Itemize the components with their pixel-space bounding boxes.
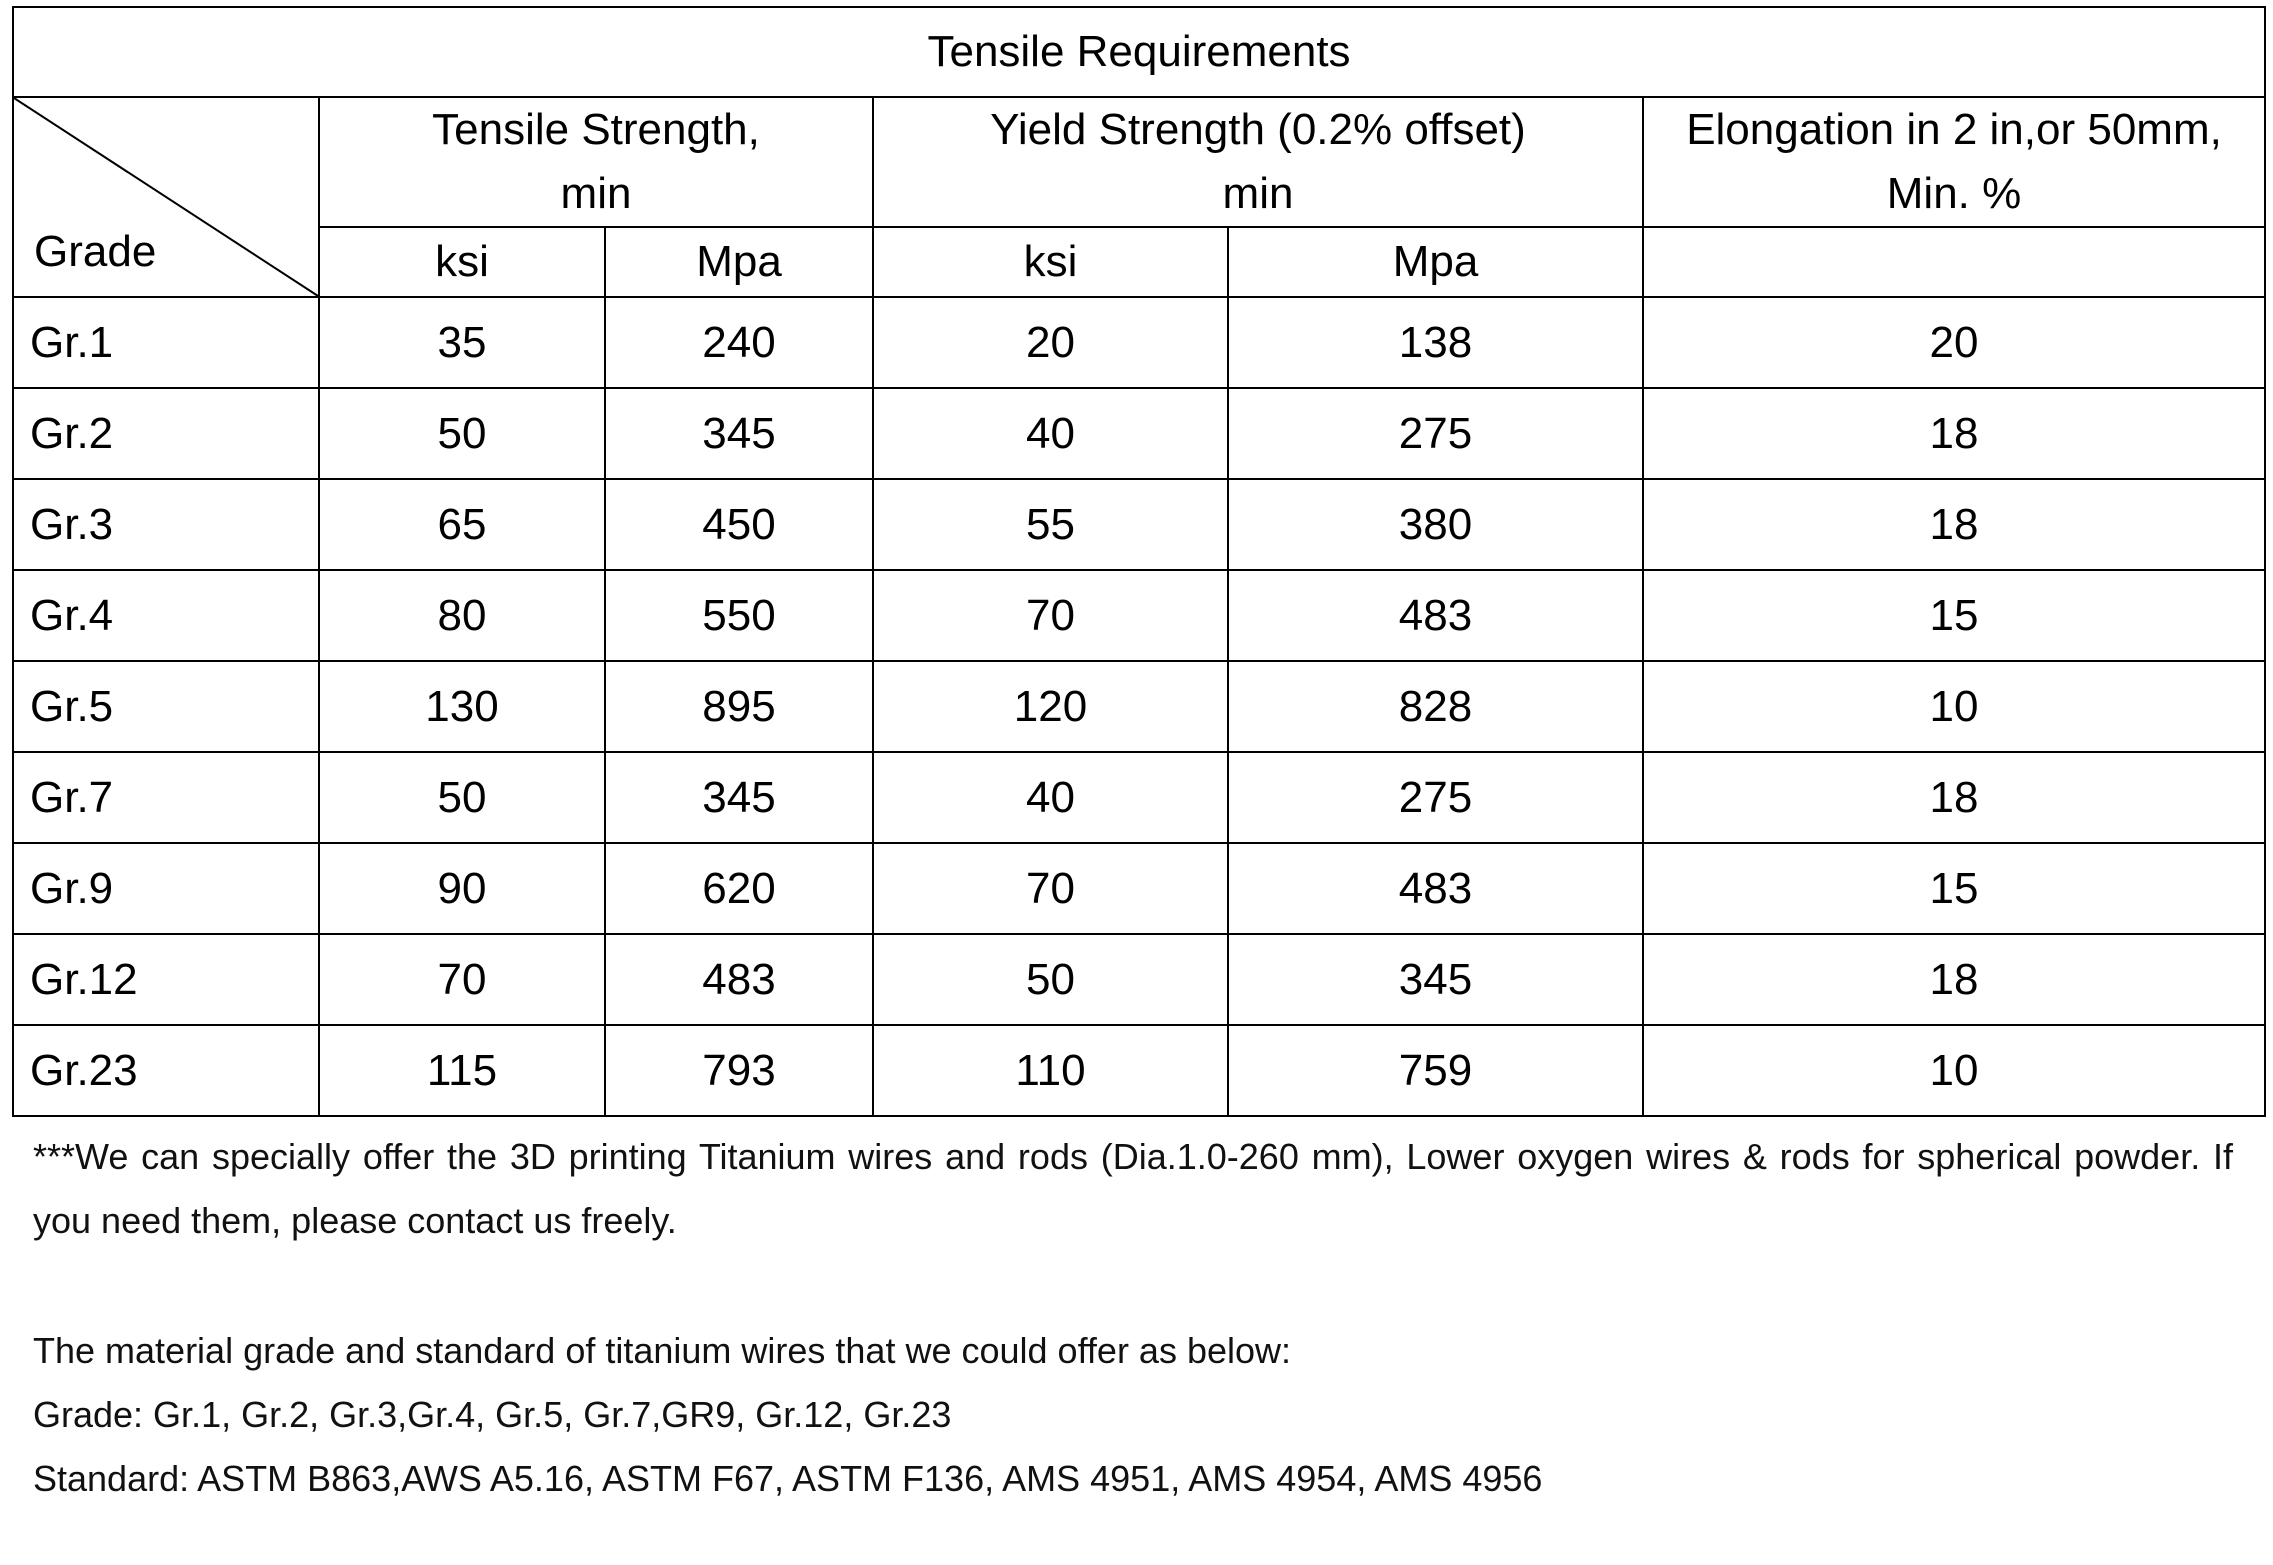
tensile-mpa-unit-header: Mpa	[605, 227, 873, 297]
grade-list-text: Grade: Gr.1, Gr.2, Gr.3,Gr.4, Gr.5, Gr.7,GR9, Gr.12, Gr.23	[33, 1394, 952, 1435]
tensile-mpa-cell: 483	[605, 934, 873, 1025]
yield-strength-header-line1: Yield Strength (0.2% offset)	[990, 105, 1526, 154]
table-row	[13, 752, 2265, 843]
tensile-mpa-cell: 345	[605, 388, 873, 479]
tensile-ksi-cell: 65	[319, 479, 605, 570]
yield-ksi-cell: 40	[873, 752, 1228, 843]
tensile-strength-header	[319, 97, 873, 227]
tensile-requirements-table	[12, 6, 2266, 1117]
elongation-cell: 10	[1643, 661, 2265, 752]
tensile-mpa-cell: 620	[605, 843, 873, 934]
tensile-strength-header-line1: Tensile Strength,	[432, 105, 760, 154]
elongation-cell: 20	[1643, 297, 2265, 388]
tensile-strength-header-line2: min	[560, 169, 632, 218]
grade-cell: Gr.5	[13, 661, 319, 752]
grade-cell: Gr.9	[13, 843, 319, 934]
table-row	[13, 1025, 2265, 1116]
yield-mpa-cell: 345	[1228, 934, 1643, 1025]
standard-list-text: Standard: ASTM B863,AWS A5.16, ASTM F67, ASTM F136, AMS 4951, AMS 4954, AMS 4956	[33, 1458, 1543, 1499]
grade-cell: Gr.1	[13, 297, 319, 388]
elongation-cell: 18	[1643, 752, 2265, 843]
elongation-header	[1643, 97, 2265, 227]
yield-strength-header-line2: min	[1222, 169, 1294, 218]
yield-ksi-cell: 70	[873, 570, 1228, 661]
grade-cell: Gr.3	[13, 479, 319, 570]
table-row	[13, 570, 2265, 661]
yield-strength-header	[873, 97, 1643, 227]
yield-mpa-cell: 483	[1228, 570, 1643, 661]
yield-ksi-cell: 20	[873, 297, 1228, 388]
elongation-cell: 18	[1643, 934, 2265, 1025]
table-title: Tensile Requirements	[13, 7, 2265, 97]
grade-cell: Gr.2	[13, 388, 319, 479]
material-intro-text: The material grade and standard of titanium wires that we could offer as below:	[33, 1330, 1292, 1371]
tensile-mpa-cell: 240	[605, 297, 873, 388]
elongation-cell: 15	[1643, 570, 2265, 661]
yield-mpa-unit-header: Mpa	[1228, 227, 1643, 297]
grade-cell: Gr.7	[13, 752, 319, 843]
notes-spacer	[33, 1253, 2233, 1319]
tensile-ksi-cell: 50	[319, 752, 605, 843]
table-row	[13, 479, 2265, 570]
tensile-ksi-cell: 130	[319, 661, 605, 752]
yield-mpa-cell: 275	[1228, 388, 1643, 479]
yield-mpa-cell: 138	[1228, 297, 1643, 388]
table-row	[13, 934, 2265, 1025]
tensile-mpa-cell: 550	[605, 570, 873, 661]
table-row	[13, 843, 2265, 934]
yield-ksi-cell: 110	[873, 1025, 1228, 1116]
elongation-cell: 15	[1643, 843, 2265, 934]
tensile-ksi-cell: 35	[319, 297, 605, 388]
elongation-cell: 10	[1643, 1025, 2265, 1116]
tensile-ksi-cell: 90	[319, 843, 605, 934]
yield-mpa-cell: 483	[1228, 843, 1643, 934]
yield-ksi-cell: 70	[873, 843, 1228, 934]
tensile-mpa-cell: 793	[605, 1025, 873, 1116]
yield-ksi-cell: 40	[873, 388, 1228, 479]
table-row	[13, 661, 2265, 752]
yield-mpa-cell: 759	[1228, 1025, 1643, 1116]
elongation-header-line2: Min. %	[1886, 169, 2022, 218]
tensile-mpa-cell: 345	[605, 752, 873, 843]
notes-section	[33, 1125, 2233, 1511]
elongation-cell: 18	[1643, 479, 2265, 570]
tensile-ksi-cell: 50	[319, 388, 605, 479]
yield-mpa-cell: 380	[1228, 479, 1643, 570]
yield-ksi-unit-header: ksi	[873, 227, 1228, 297]
special-offer-note: ***We can specially offer the 3D printing Titanium wires and rods (Dia.1.0-260 mm), Lower oxygen wires & rods for spherical powder. If you need them, please contact us freely.	[33, 1136, 2233, 1241]
tensile-ksi-cell: 80	[319, 570, 605, 661]
table-row	[13, 388, 2265, 479]
yield-ksi-cell: 55	[873, 479, 1228, 570]
grade-cell: Gr.4	[13, 570, 319, 661]
tensile-mpa-cell: 450	[605, 479, 873, 570]
tensile-ksi-unit-header: ksi	[319, 227, 605, 297]
elongation-header-line1: Elongation in 2 in,or 50mm,	[1686, 105, 2222, 154]
tensile-ksi-cell: 70	[319, 934, 605, 1025]
grade-cell: Gr.23	[13, 1025, 319, 1116]
table-row	[13, 297, 2265, 388]
grade-corner-label: Grade	[34, 227, 157, 276]
tensile-mpa-cell: 895	[605, 661, 873, 752]
elongation-unit-header	[1643, 227, 2265, 297]
yield-mpa-cell: 828	[1228, 661, 1643, 752]
yield-ksi-cell: 120	[873, 661, 1228, 752]
elongation-cell: 18	[1643, 388, 2265, 479]
yield-mpa-cell: 275	[1228, 752, 1643, 843]
yield-ksi-cell: 50	[873, 934, 1228, 1025]
tensile-ksi-cell: 115	[319, 1025, 605, 1116]
grade-cell: Gr.12	[13, 934, 319, 1025]
grade-corner-header	[13, 97, 319, 297]
